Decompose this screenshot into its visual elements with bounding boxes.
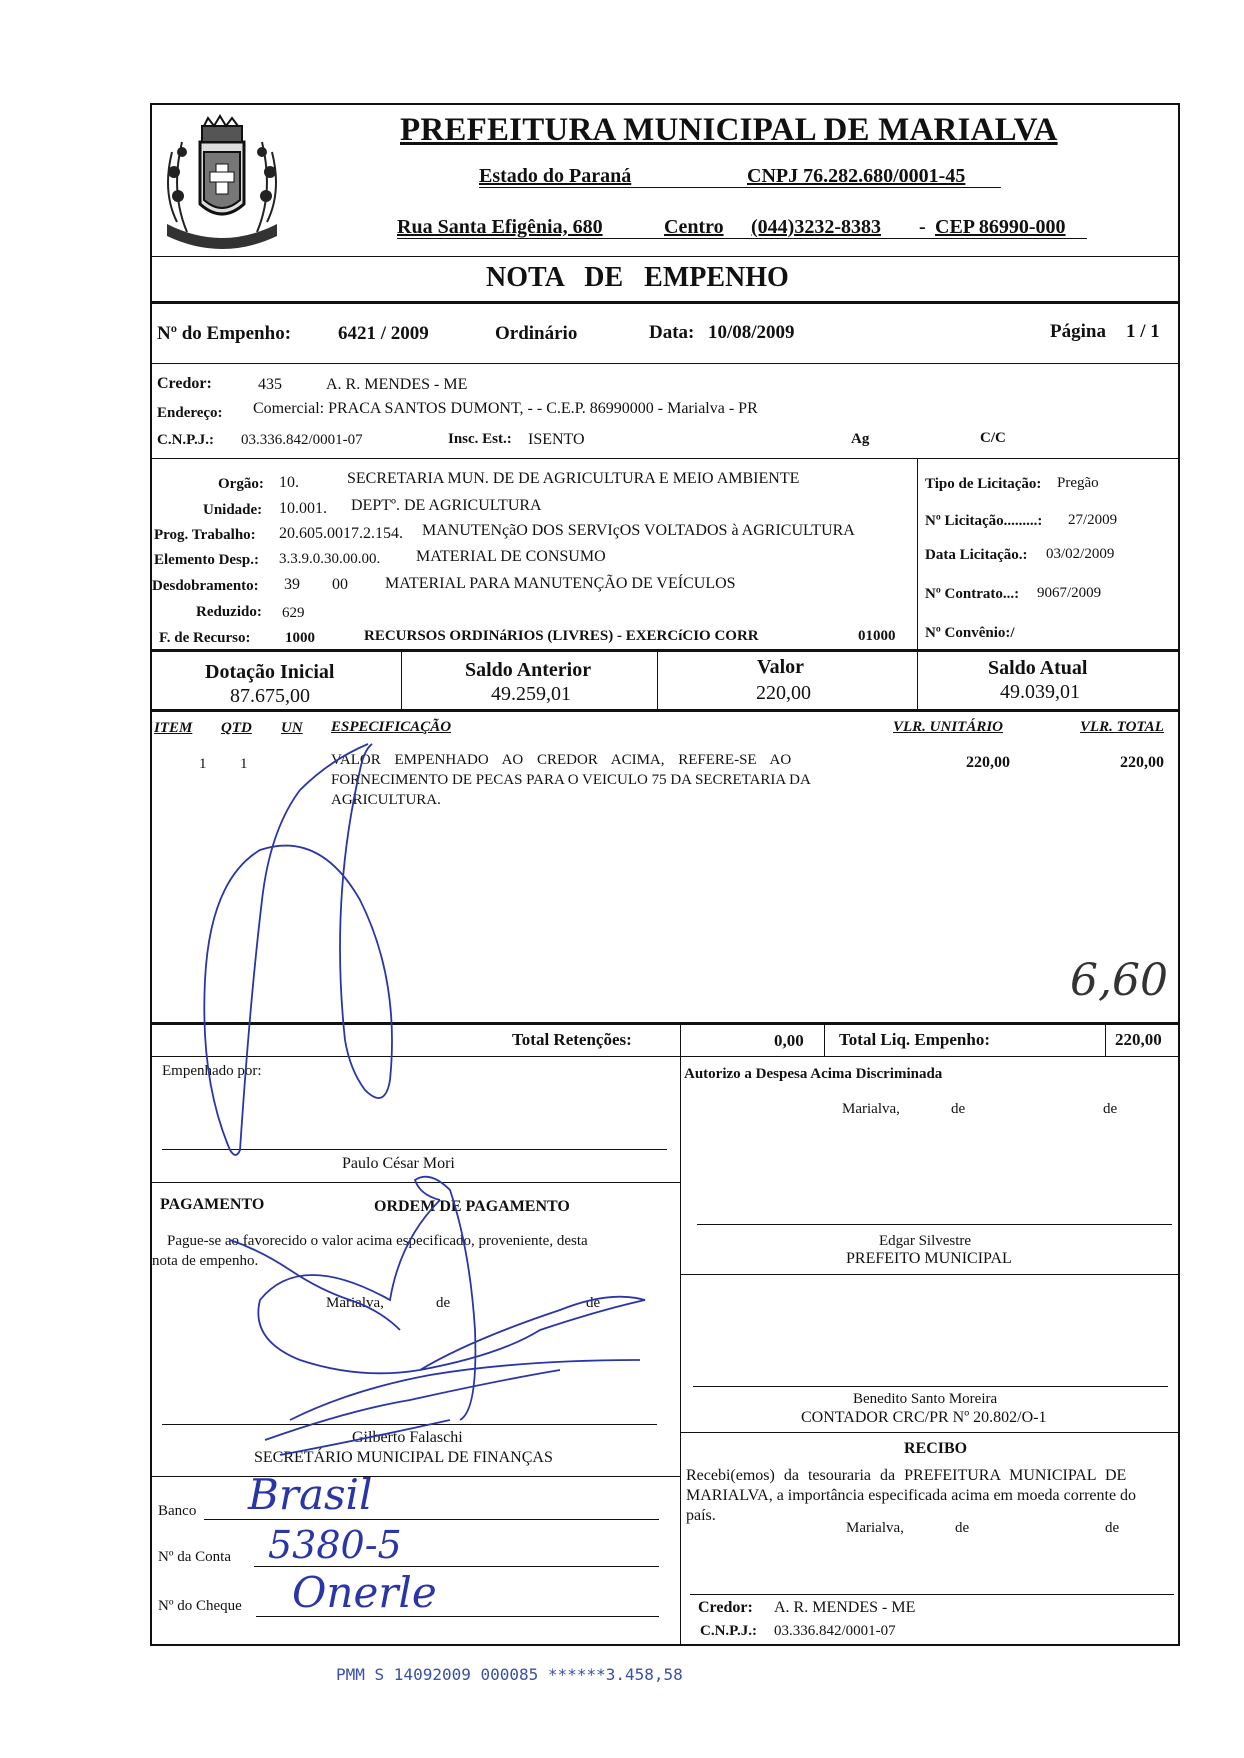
- recibo-line-1: Recebi(emos) da tesouraria da PREFEITURA MUNICIPAL DE: [686, 1467, 1127, 1484]
- header-cnpj: CNPJ 76.282.680/0001-45: [747, 165, 966, 187]
- col-unit-header: VLR. UNITÁRIO: [893, 719, 1004, 735]
- tipo-licitacao-label: Tipo de Licitação:: [925, 476, 1042, 492]
- elemento-label: Elemento Desp.:: [154, 552, 259, 568]
- page-number: 1 / 1: [1126, 321, 1160, 342]
- header-cep: CEP 86990-000: [935, 216, 1066, 238]
- elemento-code: 3.3.9.0.30.00.00.: [279, 551, 381, 567]
- unidade-code: 10.001.: [279, 500, 327, 517]
- desdobramento-code-2: 00: [332, 576, 348, 593]
- autorizo-city: Marialva,: [842, 1101, 900, 1117]
- valor-label: Valor: [757, 656, 805, 678]
- empenho-number-label: Nº do Empenho:: [157, 323, 292, 344]
- recurso-code: 1000: [285, 630, 315, 646]
- contrato-label: Nº Contrato...:: [925, 586, 1020, 602]
- col-un-header: UN: [281, 720, 303, 736]
- conta-label: Nº da Conta: [158, 1549, 231, 1565]
- autorizo-label: Autorizo a Despesa Acima Discriminada: [684, 1066, 943, 1082]
- pague-line-2: nota de empenho.: [152, 1253, 259, 1269]
- licitacao-number-label: Nº Licitação.........:: [925, 513, 1043, 529]
- row-spec-line-3: AGRICULTURA.: [331, 792, 441, 808]
- insc-label: Insc. Est.:: [448, 431, 512, 447]
- reduzido-value: 629: [282, 605, 305, 621]
- recibo-de-1: de: [955, 1520, 970, 1536]
- tipo-licitacao-value: Pregão: [1057, 475, 1099, 491]
- header-state: Estado do Paraná: [479, 165, 632, 187]
- cnpj-label: C.N.P.J.:: [157, 432, 214, 448]
- secretario-name: Gilberto Falaschi: [352, 1429, 463, 1446]
- cheque-value: Onerle: [292, 1568, 437, 1617]
- contador-role: CONTADOR CRC/PR Nº 20.802/O-1: [801, 1409, 1047, 1426]
- row-spec-line-1: VALOR EMPENHADO AO CREDOR ACIMA, REFERE-SE AO: [331, 752, 792, 768]
- licitacao-date-label: Data Licitação.:: [925, 547, 1028, 563]
- ag-label: Ag: [851, 431, 870, 447]
- row-unit-value: 220,00: [966, 754, 1010, 771]
- secretario-role: SECRETÁRIO MUNICIPAL DE FINANÇAS: [254, 1449, 553, 1466]
- recibo-cnpj: 03.336.842/0001-07: [774, 1623, 896, 1639]
- unidade-label: Unidade:: [203, 502, 263, 518]
- contrato-value: 9067/2009: [1037, 585, 1102, 601]
- cc-label: C/C: [980, 430, 1006, 446]
- header-phone: (044)3232-8383: [751, 216, 881, 238]
- prog-code: 20.605.0017.2.154.: [279, 525, 403, 542]
- col-item-header: ITEM: [154, 720, 193, 736]
- retencoes-label: Total Retenções:: [512, 1030, 632, 1049]
- liquido-label: Total Liq. Empenho:: [839, 1030, 990, 1049]
- reduzido-label: Reduzido:: [196, 604, 262, 620]
- recibo-credor-label: Credor:: [698, 1599, 753, 1616]
- signature-gilberto: [258, 1177, 645, 1455]
- pagamento-label: PAGAMENTO: [160, 1196, 265, 1213]
- orgao-code: 10.: [279, 474, 299, 491]
- convenio-label: Nº Convênio:/: [925, 625, 1015, 641]
- row-item: 1: [199, 756, 207, 772]
- empenho-type: Ordinário: [495, 323, 578, 344]
- recibo-cnpj-label: C.N.P.J.:: [700, 1623, 757, 1639]
- creditor-label: Credor:: [157, 375, 212, 392]
- pagamento-de-1: de: [436, 1295, 451, 1311]
- cheque-label: Nº do Cheque: [158, 1598, 242, 1614]
- banco-value: Brasil: [248, 1470, 373, 1519]
- licitacao-date: 03/02/2009: [1046, 546, 1115, 562]
- header-street: Rua Santa Efigênia, 680: [397, 216, 603, 238]
- col-spec-header: ESPECIFICAÇÃO: [331, 719, 452, 735]
- retencoes-value: 0,00: [774, 1031, 804, 1050]
- saldo-anterior-label: Saldo Anterior: [465, 659, 592, 681]
- valor-value: 220,00: [756, 682, 811, 704]
- empenhado-name: Paulo César Mori: [342, 1155, 455, 1172]
- empenho-date-label: Data:: [649, 322, 695, 343]
- recurso-name: RECURSOS ORDINáRIOS (LIVRES) - EXERCíCIO CORR: [364, 628, 759, 644]
- page-label: Página: [1050, 321, 1106, 342]
- address-label: Endereço:: [157, 405, 223, 421]
- saldo-atual-label: Saldo Atual: [988, 657, 1088, 679]
- conta-value: 5380-5: [268, 1523, 402, 1567]
- signature-paulo: [204, 744, 392, 1155]
- prog-name: MANUTENçãO DOS SERVIçOS VOLTADOS à AGRICULTURA: [422, 522, 855, 539]
- prefeito-name: Edgar Silvestre: [879, 1233, 972, 1249]
- pagamento-city: Marialva,: [326, 1295, 384, 1311]
- banco-label: Banco: [158, 1503, 197, 1519]
- orgao-label: Orgão:: [218, 476, 264, 492]
- dotacao-value: 87.675,00: [230, 685, 310, 707]
- recurso-num: 01000: [858, 628, 896, 644]
- doc-title: NOTA DE EMPENHO: [486, 262, 789, 293]
- row-spec-line-2: FORNECIMENTO DE PECAS PARA O VEICULO 75 DA SECRETARIA DA: [331, 772, 811, 788]
- creditor-cnpj: 03.336.842/0001-07: [241, 432, 363, 448]
- row-qtd: 1: [240, 756, 248, 772]
- elemento-name: MATERIAL DE CONSUMO: [416, 548, 606, 565]
- liquido-value: 220,00: [1115, 1030, 1162, 1049]
- desdobramento-label: Desdobramento:: [152, 578, 259, 594]
- header-title: PREFEITURA MUNICIPAL DE MARIALVA: [400, 112, 1058, 148]
- empenho-date: 10/08/2009: [708, 322, 795, 343]
- header-district: Centro: [664, 216, 724, 238]
- saldo-anterior-value: 49.259,01: [491, 683, 571, 705]
- pague-line-1: Pague-se ao favorecido o valor acima especificado, proveniente, desta: [167, 1233, 588, 1249]
- recibo-city: Marialva,: [846, 1520, 904, 1536]
- recibo-label: RECIBO: [904, 1440, 968, 1457]
- licitacao-number: 27/2009: [1068, 512, 1118, 528]
- header-dash: -: [919, 216, 926, 238]
- creditor-code: 435: [258, 376, 282, 393]
- handwritten-note: 6,60: [1070, 955, 1168, 1006]
- creditor-name: A. R. MENDES - ME: [326, 376, 468, 393]
- prefeito-role: PREFEITO MUNICIPAL: [846, 1250, 1012, 1267]
- prog-label: Prog. Trabalho:: [154, 527, 256, 543]
- col-total-header: VLR. TOTAL: [1080, 719, 1164, 735]
- autorizo-de-2: de: [1103, 1101, 1118, 1117]
- desdobramento-code-1: 39: [284, 576, 300, 593]
- contador-name: Benedito Santo Moreira: [853, 1391, 998, 1407]
- signature-falaschi-loop: [230, 1240, 400, 1330]
- recibo-credor-name: A. R. MENDES - ME: [774, 1599, 916, 1616]
- recibo-de-2: de: [1105, 1520, 1120, 1536]
- autorizo-de-1: de: [951, 1101, 966, 1117]
- dotacao-label: Dotação Inicial: [205, 661, 335, 683]
- creditor-address: Comercial: PRACA SANTOS DUMONT, - - C.E.P. 86990000 - Marialva - PR: [253, 400, 758, 417]
- saldo-atual-value: 49.039,01: [1000, 681, 1080, 703]
- insc-value: ISENTO: [528, 431, 585, 448]
- empenho-number: 6421 / 2009: [338, 323, 429, 344]
- col-qtd-header: QTD: [221, 720, 252, 736]
- cashier-stamp: PMM S 14092009 000085 ******3.458,58: [336, 1665, 683, 1684]
- recibo-line-3: país.: [686, 1507, 716, 1524]
- orgao-name: SECRETARIA MUN. DE DE AGRICULTURA E MEIO AMBIENTE: [347, 470, 800, 487]
- recurso-label: F. de Recurso:: [159, 630, 251, 646]
- row-total-value: 220,00: [1120, 754, 1164, 771]
- unidade-name: DEPTº. DE AGRICULTURA: [351, 497, 542, 514]
- ordem-label: ORDEM DE PAGAMENTO: [374, 1198, 570, 1215]
- pagamento-de-2: de: [586, 1295, 601, 1311]
- desdobramento-name: MATERIAL PARA MANUTENÇÃO DE VEÍCULOS: [385, 575, 736, 592]
- empenhado-label: Empenhado por:: [162, 1063, 262, 1079]
- recibo-line-2: MARIALVA, a importância especificada acima em moeda corrente do: [686, 1487, 1137, 1504]
